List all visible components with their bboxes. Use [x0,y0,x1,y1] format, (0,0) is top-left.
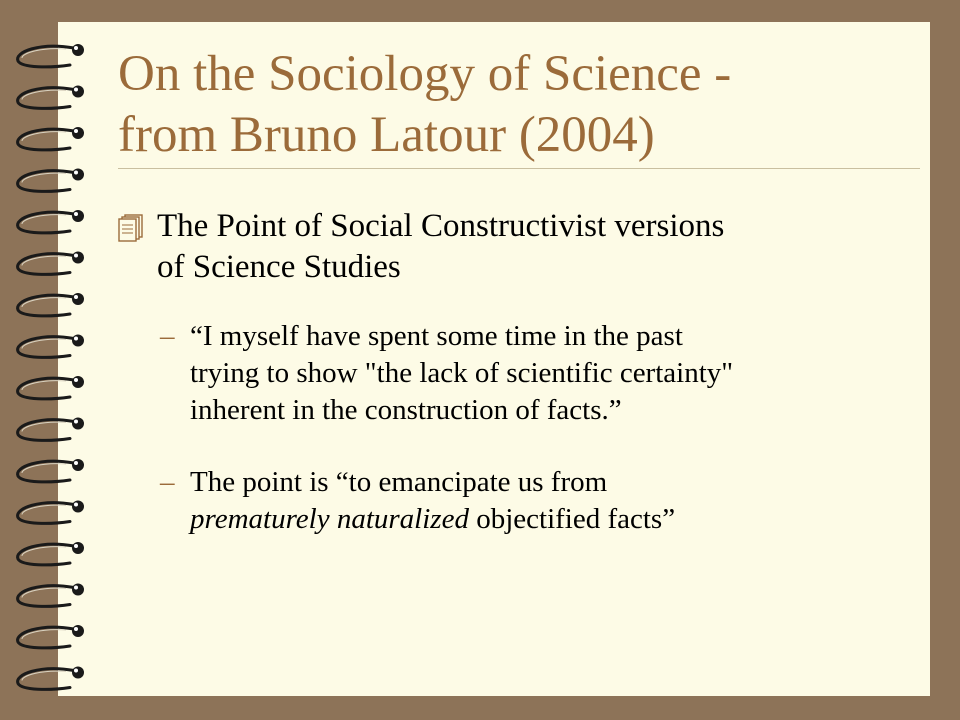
point-text-line-1: The point is “to emancipate us from [190,466,608,498]
sub-bullet-quote-line-1 [160,318,920,355]
binding-ring-icon [18,667,84,690]
sub-bullet-quote [160,318,920,429]
sub-bullet-point-line-2 [160,501,920,538]
title-line-2: from Bruno Latour (2004) [118,107,655,163]
sub-bullet-point [160,464,920,538]
binding-ring-icon [18,459,84,482]
binding-ring-icon [18,127,84,150]
quote-text-line-1: “I myself have spent some time in the past [190,320,683,352]
point-text-line-2-rest: objectified facts” [468,503,676,535]
binding-ring-icon [18,44,84,67]
bullet-main-line-2: of Science Studies [157,249,401,285]
binding-ring-icon [18,252,84,275]
binding-ring-icon [18,376,84,399]
binding-ring-icon [18,542,84,565]
slide-title [118,44,938,166]
binding-ring-icon [18,418,84,441]
notebook-bullet-icon [116,212,146,242]
sub-bullet-quote-line-2 [160,355,920,392]
title-line-1: On the Sociology of Science - [118,46,732,102]
dash-marker: – [160,466,175,498]
binding-ring-icon [18,210,84,233]
bullet-main [157,206,917,288]
quote-text-line-2: trying to show "the lack of scientific certainty" [190,357,734,389]
binding-ring-icon [18,169,84,192]
sub-bullet-quote-line-3 [160,392,920,429]
point-italic-phrase: prematurely naturalized [190,503,469,535]
binding-ring-icon [18,584,84,607]
spiral-binding-icon [0,0,110,720]
binding-ring-icon [18,501,84,524]
sub-bullet-point-line-1 [160,464,920,501]
quote-text-line-3: inherent in the construction of facts.” [190,394,622,426]
binding-ring-icon [18,335,84,358]
dash-marker: – [160,320,175,352]
bullet-main-line-1: The Point of Social Constructivist versions [157,208,725,244]
binding-ring-icon [18,625,84,648]
binding-ring-icon [18,293,84,316]
binding-ring-icon [18,86,84,109]
title-divider [118,168,920,169]
